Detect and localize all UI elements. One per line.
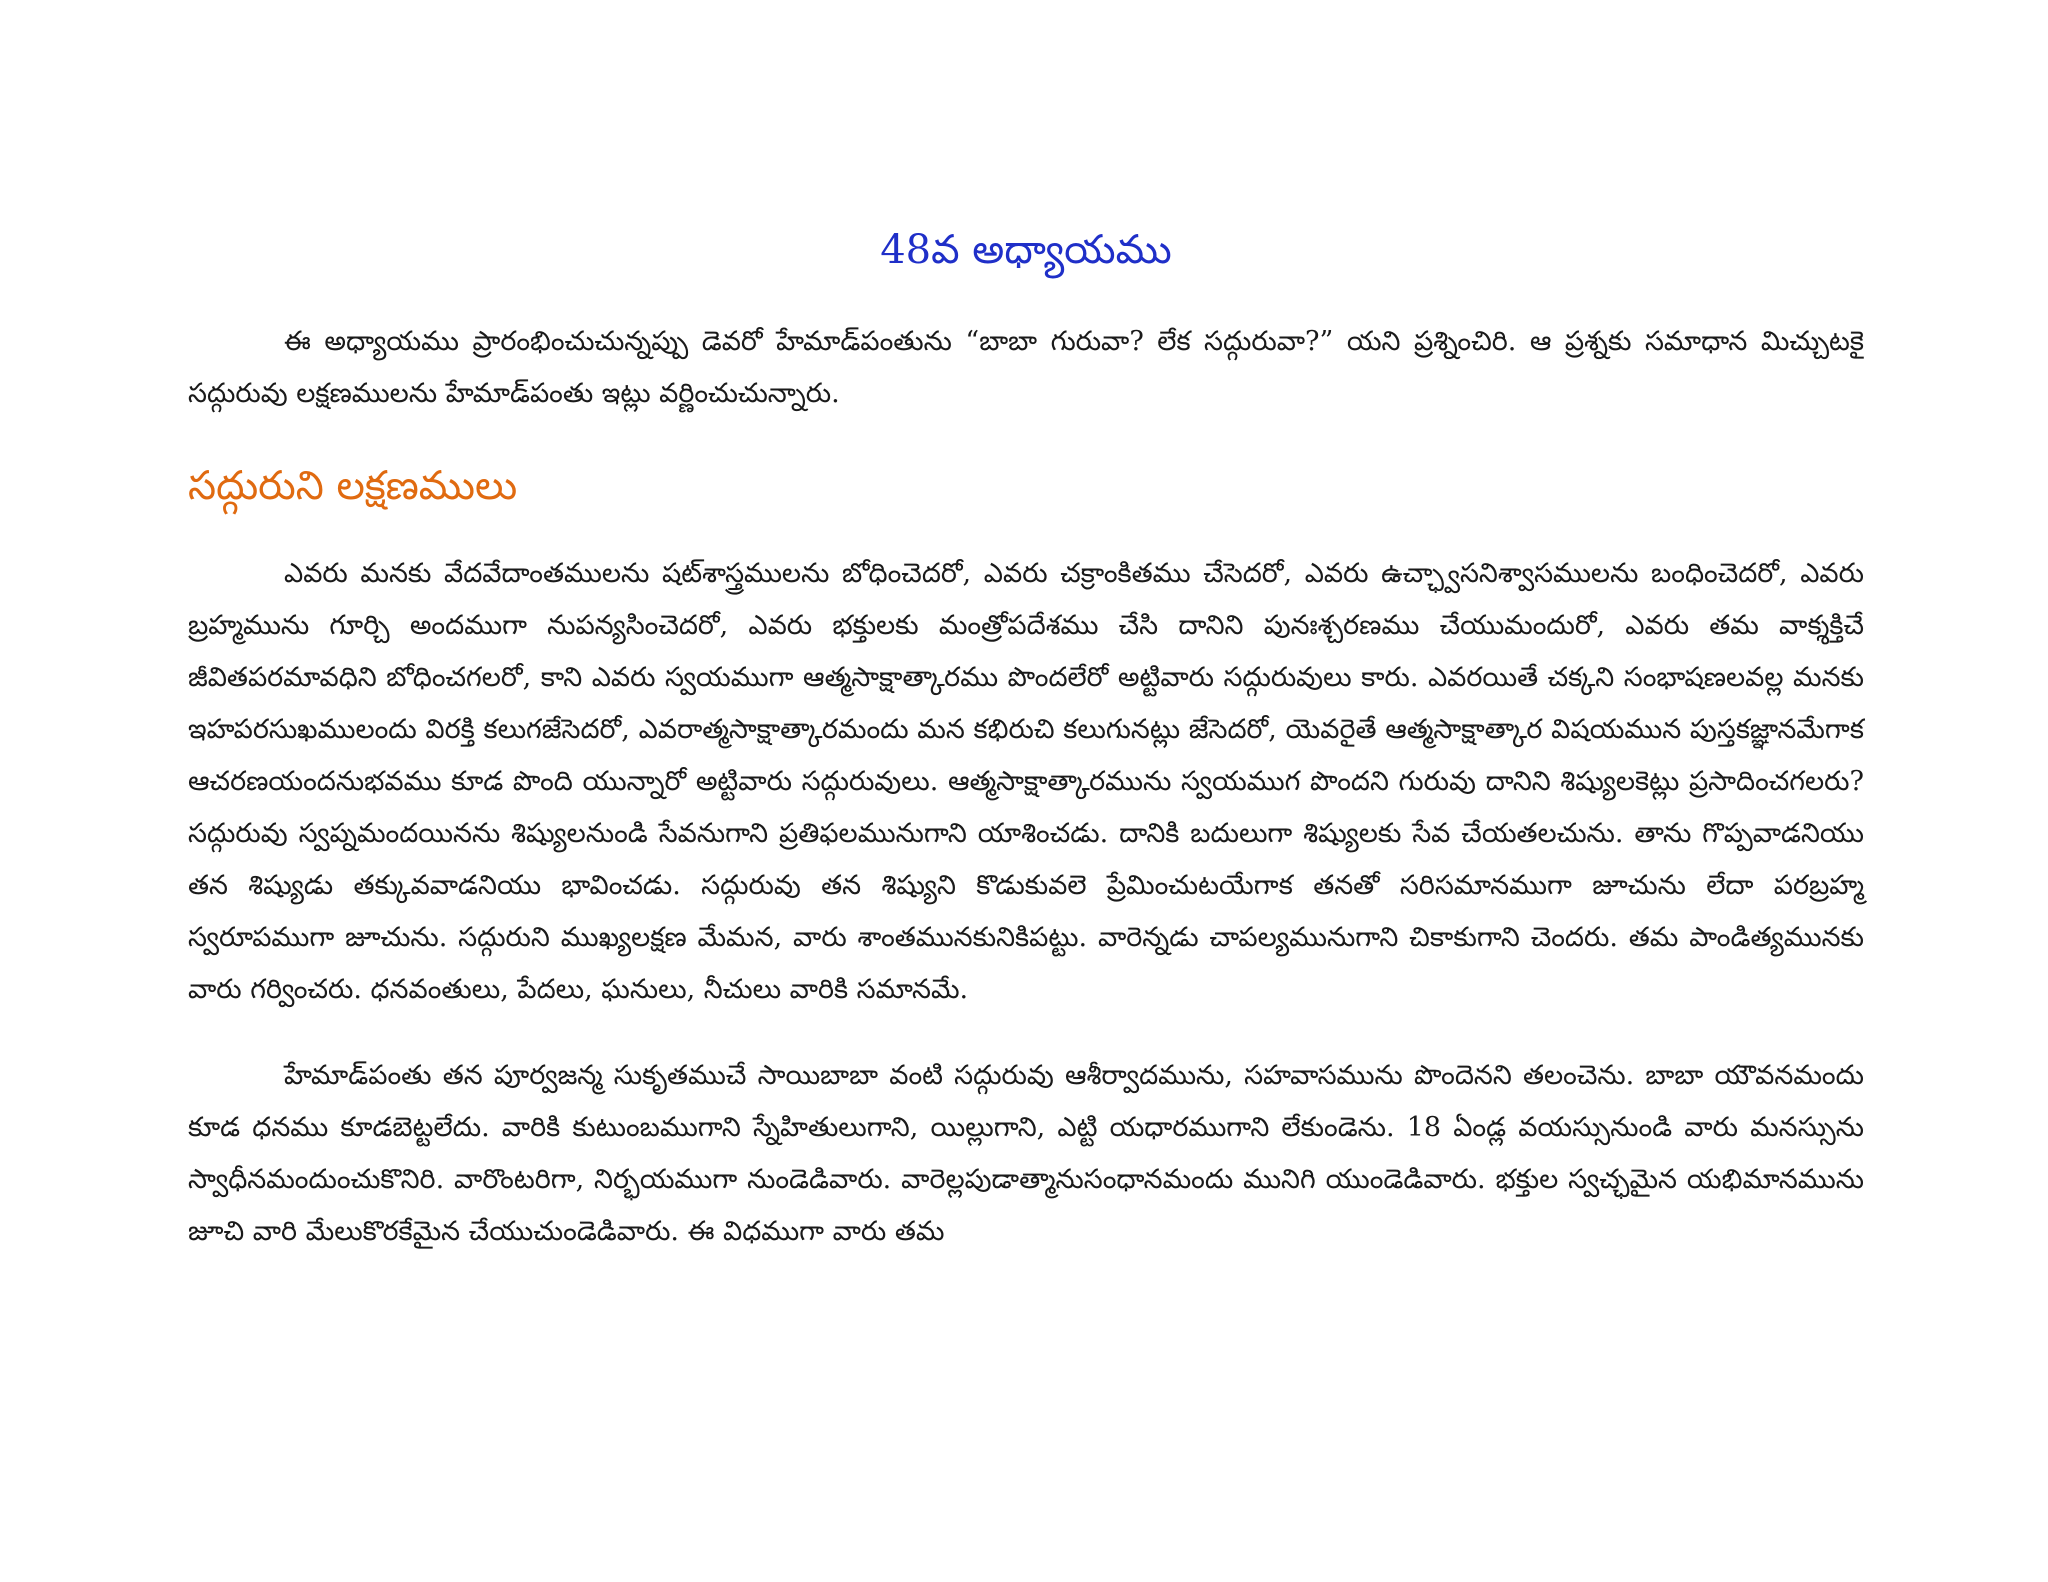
intro-paragraph: ఈ అధ్యాయము ప్రారంభించుచున్నప్పు డెవరో హేమాడ్‌పంతును “బాబా గురువా? లేక సద్గురువా?” యని ప్రశ్నించిరి. ఆ ప్రశ్నకు సమాధాన మిచ్చుటకై సద్గురువు లక్షణములను హేమాడ్‌పంతు ఇట్లు వర్ణించుచున్నారు.: [188, 326, 1864, 409]
body-paragraph-2: హేమాడ్‌పంతు తన పూర్వజన్మ సుకృతముచే సాయిబాబా వంటి సద్గురువు ఆశీర్వాదమును, సహవాసమును పొందెనని తలంచెను. బాబా యౌవనమందు కూడ ధనము కూడబెట్టలేదు. వారికి కుటుంబముగాని స్నేహితులుగాని, యిల్లుగాని, ఎట్టి యధారముగాని లేకుండెను. 18 ఏండ్ల వయస్సునుండి వారు మనస్సును స్వాధీనమందుంచుకొనిరి. వారొంటరిగా, నిర్భయముగా నుండెడివారు. వారెల్లపుడాత్మానుసంధానమందు మునిగి యుండెడివారు. భక్తుల స్వచ్ఛమైన యభిమానమును జూచి వారి మేలుకొరకేమైన చేయుచుండెడివారు. ఈ విధముగా వారు తమ: [188, 1060, 1864, 1247]
chapter-title: 48వ అధ్యాయము: [880, 227, 1172, 273]
document-page: [188, 222, 1864, 1258]
section-heading: సద్గురుని లక్షణములు: [188, 463, 518, 509]
body-paragraph-1: ఎవరు మనకు వేదవేదాంతములను షట్‌శాస్త్రములను బోధించెదరో, ఎవరు చక్రాంకితము చేసెదరో, ఎవరు ఉచ్ఛ్వాసనిశ్వాసములను బంధించెదరో, ఎవరు బ్రహ్మమును గూర్చి అందముగా నుపన్యసించెదరో, ఎవరు భక్తులకు మంత్రోపదేశము చేసి దానిని పునఃశ్చరణము చేయుమందురో, ఎవరు తమ వాక్శక్తిచే జీవితపరమావధిని బోధించగలరో, కాని ఎవరు స్వయముగా ఆత్మసాక్షాత్కారము పొందలేరో అట్టివారు సద్గురువులు కారు. ఎవరయితే చక్కని సంభాషణలవల్ల మనకు ఇహపరసుఖములందు విరక్తి కలుగజేసెదరో, ఎవరాత్మసాక్షాత్కారమందు మన కభిరుచి కలుగునట్లు జేసెదరో, యెవరైతే ఆత్మసాక్షాత్కార విషయమున పుస్తకజ్ఞానమేగాక ఆచరణయందనుభవము కూడ పొంది యున్నారో అట్టివారు సద్గురువులు. ఆత్మసాక్షాత్కారమును స్వయముగ పొందని గురువు దానిని శిష్యులకెట్లు ప్రసాదించగలరు? సద్గురువు స్వప్నమందయినను శిష్యులనుండి సేవనుగాని ప్రతిఫలమునుగాని యాశించడు. దానికి బదులుగా శిష్యులకు సేవ చేయతలచును. తాను గొప్పవాడనియు తన శిష్యుడు తక్కువవాడనియు భావించడు. సద్గురువు తన శిష్యుని కొడుకువలె ప్రేమించుటయేగాక తనతో సరిసమానముగా జూచును లేదా పరబ్రహ్మ స్వరూపముగా జూచును. సద్గురుని ముఖ్యలక్షణ మేమన, వారు శాంతమునకునికిపట్టు. వారెన్నడు చాపల్యమునుగాని చికాకుగాని చెందరు. తమ పాండిత్యమునకు వారు గర్వించరు. ధనవంతులు, పేదలు, ఘనులు, నీచులు వారికి సమానమే.: [188, 558, 1864, 1005]
